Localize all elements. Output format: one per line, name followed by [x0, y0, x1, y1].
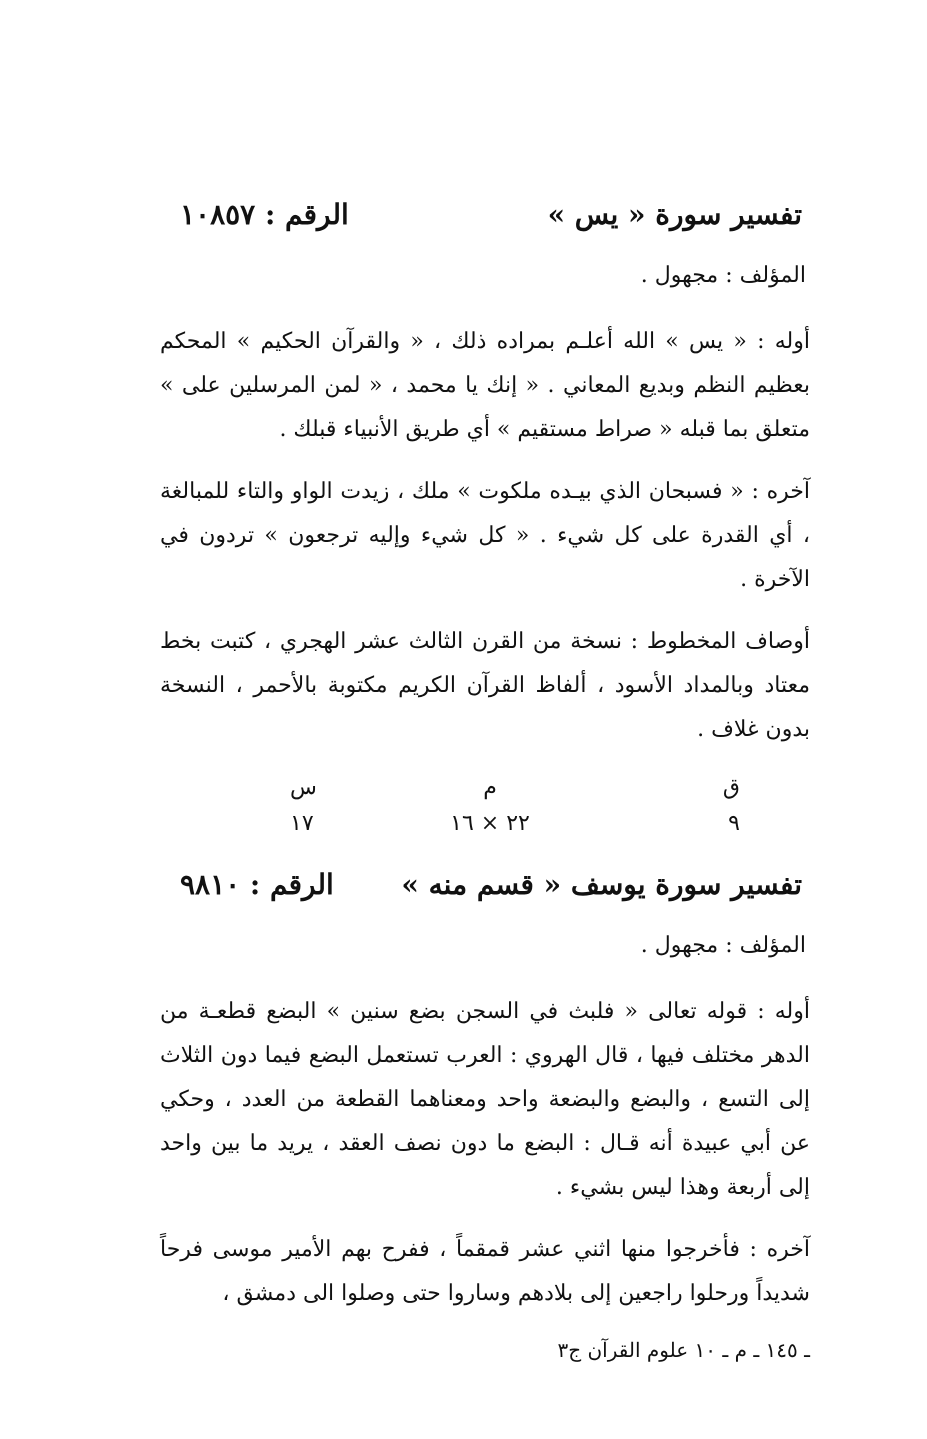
- entry-2-header: [160, 862, 810, 908]
- entry-1-header: [160, 192, 810, 238]
- entry-1-author: المؤلف : مجهول .: [640, 263, 806, 288]
- manuscript-measurements-table: [160, 770, 810, 842]
- document-page: [160, 192, 810, 1366]
- table-value-leaves: ٩: [728, 811, 740, 836]
- entry-2-ending: آخره : فأخرجوا منها اثني عشر قمقماً ، ففرح بهم الأمير موسى فرحاً شديداً ورحلوا راجعين إلى بلادهم وساروا حتى وصلوا الى دمشق ،: [160, 1237, 810, 1306]
- table-value-size: ٢٢ × ١٦: [450, 811, 530, 836]
- table-header-lines: س: [290, 775, 317, 800]
- entry-1-beginning: أوله : « يس » الله أعلـم بمراده ذلك ، « والقرآن الحكيم » المحكم بعظيم النظم وبديع المعاني . « إنك يا محمد ، « لمن المرسلين على » متعلق بما قبله « صراط مستقيم » أي طريق الأنبياء قبلك .: [160, 329, 810, 442]
- entry-2-beginning: أوله : قوله تعالى « فلبث في السجن بضع سنين » البضع قطعـة من الدهر مختلف فيها ، قال الهروي : العرب تستعمل البضع فيما دون الثلاث إلى التسع ، والبضع والبضعة واحد ومعناهما القطعة من العدد ، وحكي عن أبي عبيدة أنه قـال : البضع ما دون نصف العقد ، يريد ما بين واحد إلى أربعة وهذا ليس بشيء .: [160, 999, 810, 1200]
- page-footer: ـ ١٤٥ ـ م ـ ١٠ علوم القرآن ج٣: [557, 1338, 810, 1362]
- table-header-leaves: ق: [722, 775, 740, 800]
- entry-1-ending: آخره : « فسبحان الذي بيـده ملكوت » ملك ، زيدت الواو والتاء للمبالغة ، أي القدرة على كل شيء . « كل شيء وإليه ترجعون » تردون في الآخرة .: [160, 479, 810, 592]
- table-header-size: م: [483, 775, 497, 800]
- entry-1-number: الرقم : ١٠٨٥٧: [180, 198, 349, 231]
- entry-1-title: تفسير سورة « يس »: [547, 198, 802, 231]
- entry-2-author: المؤلف : مجهول .: [640, 933, 806, 958]
- entry-2-number: الرقم : ٩٨١٠: [180, 868, 334, 901]
- table-value-lines: ١٧: [290, 811, 314, 836]
- entry-2-title: تفسير سورة يوسف « قسم منه »: [401, 868, 802, 901]
- entry-1-description: أوصاف المخطوط : نسخة من القرن الثالث عشر الهجري ، كتبت بخط معتاد وبالمداد الأسود ، ألفاظ القرآن الكريم مكتوبة بالأحمر ، النسخة بدون غلاف .: [160, 629, 810, 742]
